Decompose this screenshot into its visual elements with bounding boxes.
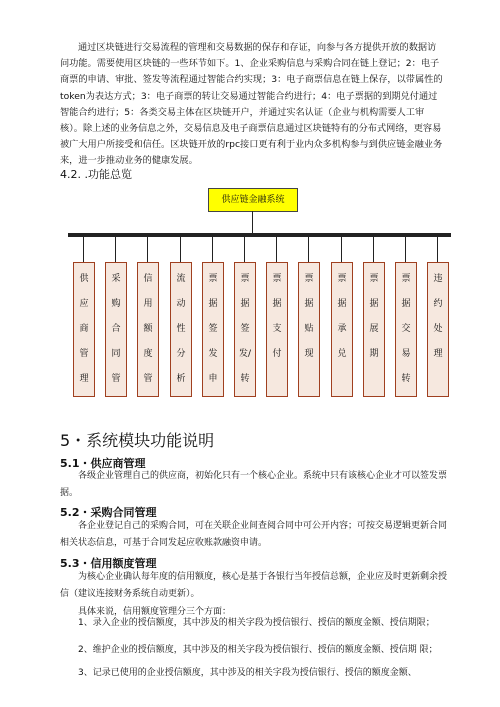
leaf-connector <box>405 236 406 263</box>
section-5-3-intro: 具体来说，信用额度管理分三个方面： <box>78 607 232 617</box>
diagram-leaf-label: 票据承兑 <box>337 274 347 359</box>
section-5-3-item-2: 2、维护企业的授信额度，其中涉及的相关字段为授信银行、授信的额度金额、授信期 限； <box>78 645 438 655</box>
leaf-connector <box>115 236 116 263</box>
diagram-leaf-label: 流动性分析 <box>176 274 186 384</box>
leaf-connector <box>308 236 309 263</box>
diagram-leaf-box <box>105 262 127 397</box>
diagram-leaf-label: 票据交易转 <box>401 274 411 384</box>
diagram-leaf-box <box>73 262 95 397</box>
section-5-1-text: 各级企业管理自己的供应商，初始化只有一个核心企业。系统中只有该核心企业才可以签发票据。 <box>60 471 448 498</box>
section-5-2-heading: 5.2・采购合同管理 <box>60 506 157 519</box>
section-5-heading: 5・系统模块功能说明 <box>60 431 215 450</box>
diagram-leaf-label: 供应商管理 <box>79 274 89 384</box>
section-5-3-item-1: 1、录入企业的授信额度，其中涉及的相关字段为授信银行、授信的额度金额、授信期限； <box>78 618 435 628</box>
leaf-connector <box>147 236 148 263</box>
diagram-horizontal-bar <box>68 233 451 237</box>
leaf-connector <box>83 236 84 263</box>
leaf-connector <box>437 236 438 263</box>
diagram-leaf-label: 票据签发/转 <box>239 274 252 384</box>
diagram-leaf-box <box>395 262 417 397</box>
diagram-leaf-box <box>202 262 224 397</box>
diagram-leaf-label: 信用额度管 <box>143 274 153 384</box>
diagram-leaf-label: 采购合同管 <box>111 274 121 384</box>
diagram-root-box: 供应链金融系统 <box>208 188 298 212</box>
diagram-leaf-label: 违约处理 <box>433 274 443 359</box>
diagram-leaf-label: 票据贴现 <box>304 274 314 359</box>
diagram-leaf-label: 票据支付 <box>272 274 282 359</box>
diagram-leaf-box <box>298 262 320 397</box>
section-4-2-heading: 4.2. .功能总览 <box>60 168 132 181</box>
diagram-leaf-box <box>266 262 288 397</box>
intro-paragraph: 通过区块链进行交易流程的管理和交易数据的保存和存证，向参与各方提供开放的数据访问功能。需要使用区块链的一些环节如下。1、企业采购信息与采购合同在链上登记；2：电子商票的申请、审批、签发等流程通过智能合约实现；3：电子商票信息在链上保存，以带属性的token为表达方式；3：电子商票的转让交易通过智能合约进行；4：电子票据的到期兑付通过智能合约进行；5：各类交易主体在区块链开户，并通过实名认证（企业与机构需要人工审核）。除上述的业务信息之外，交易信息及电子商票信息通过区块链特有的分布式网络，更容易被广大用户所接受和信任。区块链开放的rpc接口更有利于业内众多机构参与到供应链金融业务来，进一步推动业务的健康发展。 <box>60 42 443 167</box>
diagram-leaf-box <box>170 262 192 397</box>
leaf-connector <box>244 236 245 263</box>
diagram-leaf-box <box>234 262 256 397</box>
diagram-leaf-label: 票据展期 <box>369 274 379 359</box>
root-connector <box>252 211 253 235</box>
leaf-connector <box>212 236 213 263</box>
diagram-leaf-label: 票据签发申 <box>208 274 218 384</box>
section-5-3-heading: 5.3・信用额度管理 <box>60 557 157 570</box>
diagram-leaf-box <box>137 262 159 397</box>
diagram-leaf-box <box>331 262 353 397</box>
leaf-connector <box>341 236 342 263</box>
diagram-leaf-box <box>427 262 449 397</box>
section-5-3-item-3: 3、记录已使用的企业授信额度，其中涉及的相关字段为授信银行、授信的额度金额、 <box>78 668 417 678</box>
leaf-connector <box>373 236 374 263</box>
leaf-connector <box>276 236 277 263</box>
section-5-2-text: 各企业登记自己的采购合同，可在关联企业间查阅合同中可公开内容；可按交易逻辑更新合同相关状态信息，可基于合同发起应收账款融资申请。 <box>60 521 448 548</box>
section-5-3-text: 为核心企业确认每年度的信用额度，核心是基于各银行当年授信总额，企业应及时更新剩余授信（建议连接财务系统自动更新）。 <box>60 572 448 599</box>
section-5-1-heading: 5.1・供应商管理 <box>60 457 146 470</box>
leaf-connector <box>180 236 181 263</box>
diagram-leaf-box <box>363 262 385 397</box>
